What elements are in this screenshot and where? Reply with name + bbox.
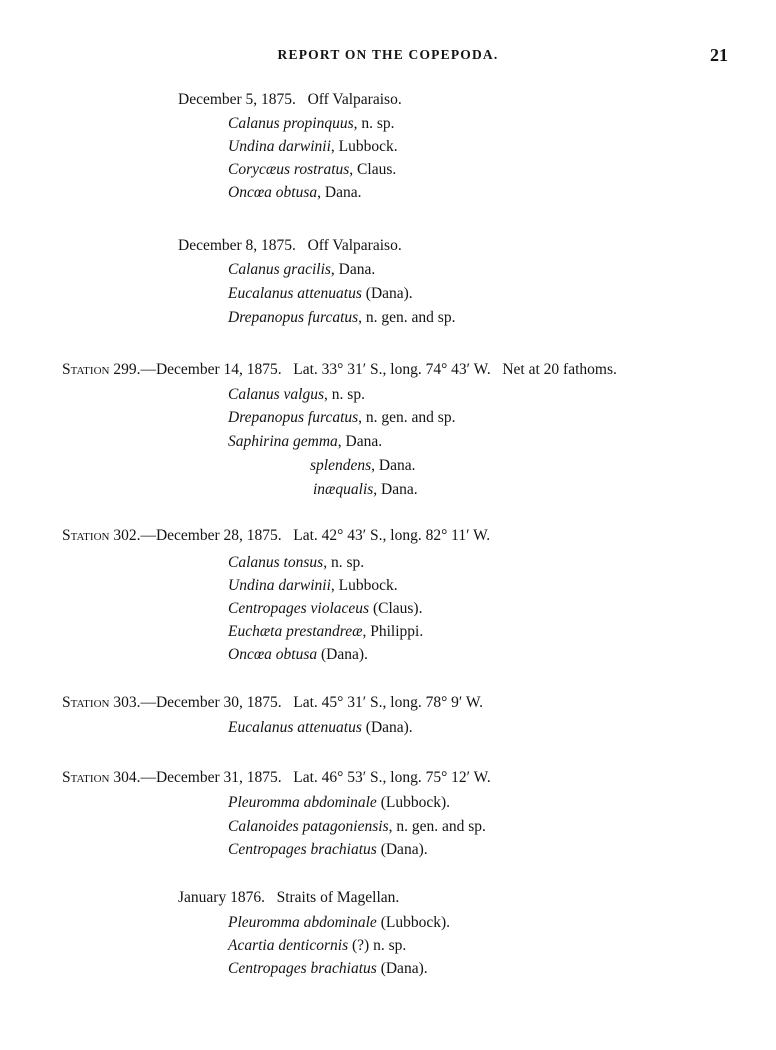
species-line xyxy=(228,718,413,738)
entry-date: January 1876. xyxy=(178,889,265,906)
station-latitude: Lat. 33° 31′ S., xyxy=(293,361,387,378)
species-name: Corycæus rostratus xyxy=(228,161,350,178)
species-name: Centropages violaceus xyxy=(228,600,370,617)
species-line xyxy=(228,114,395,134)
species-authority: , n. gen. and sp. xyxy=(358,309,456,326)
species-line xyxy=(228,183,361,203)
species-name: Centropages brachiatus xyxy=(228,960,377,977)
entry-heading xyxy=(178,236,402,256)
station-number: 304.— xyxy=(113,769,156,786)
entry-location: Off Valparaiso. xyxy=(307,91,402,108)
station-label: Station xyxy=(62,527,110,544)
species-name: Calanus tonsus xyxy=(228,554,324,571)
species-name: splendens xyxy=(310,457,372,474)
entry-location: Straits of Magellan. xyxy=(276,889,400,906)
species-authority: (Lubbock). xyxy=(376,914,450,931)
species-authority: , Dana. xyxy=(330,261,376,278)
species-line xyxy=(228,553,364,573)
species-line xyxy=(228,408,455,428)
species-authority: , n. sp. xyxy=(324,386,365,403)
species-name: Calanus gracilis xyxy=(228,261,331,278)
station-latitude: Lat. 42° 43′ S., xyxy=(293,527,387,544)
species-authority: , n. gen. and sp. xyxy=(358,409,456,426)
species-line xyxy=(228,284,413,304)
species-name: Centropages brachiatus xyxy=(228,841,377,858)
station-number: 302.— xyxy=(113,527,156,544)
entry-date: December 31, 1875. xyxy=(155,769,282,786)
station-note: Net at 20 fathoms. xyxy=(502,361,617,378)
species-name: Calanoides patagoniensis xyxy=(228,818,389,835)
species-name: Oncœa obtusa xyxy=(228,184,318,201)
entry-date: December 30, 1875. xyxy=(155,694,282,711)
species-line xyxy=(228,959,428,979)
species-authority: (Dana). xyxy=(376,841,428,858)
species-name: Drepanopus furcatus xyxy=(228,409,359,426)
species-line xyxy=(228,576,398,596)
station-number: 303.— xyxy=(113,694,156,711)
species-authority: (Dana). xyxy=(376,960,428,977)
species-authority: , Lubbock. xyxy=(330,577,398,594)
station-latitude: Lat. 46° 53′ S., xyxy=(293,769,387,786)
species-name: Saphirina gemma xyxy=(228,433,338,450)
station-latitude: Lat. 45° 31′ S., xyxy=(293,694,387,711)
species-authority: , n. gen. and sp. xyxy=(388,818,486,835)
entry-date: December 28, 1875. xyxy=(155,527,282,544)
entry-date: December 8, 1875. xyxy=(178,237,296,254)
species-authority: (Dana). xyxy=(317,646,368,663)
species-authority: , Dana. xyxy=(371,457,416,474)
species-name: Calanus valgus xyxy=(228,386,325,403)
species-line xyxy=(228,622,423,642)
entry-heading xyxy=(178,888,399,908)
species-authority: , Dana. xyxy=(337,433,383,450)
species-authority: , Philippi. xyxy=(362,623,424,640)
station-heading xyxy=(62,693,483,713)
species-authority: (Dana). xyxy=(361,719,413,736)
species-name: Pleuromma abdominale xyxy=(228,794,377,811)
species-authority: , Lubbock. xyxy=(330,138,398,155)
station-longitude: long. 78° 9′ W. xyxy=(390,694,483,711)
station-heading xyxy=(62,768,491,788)
species-name: Calanus propinquus xyxy=(228,115,354,132)
species-line xyxy=(228,308,455,328)
running-header-title: REPORT ON THE COPEPODA. xyxy=(277,47,499,62)
species-authority: (Lubbock). xyxy=(376,794,450,811)
species-line xyxy=(228,913,450,933)
species-name: Eucalanus attenuatus xyxy=(228,285,362,302)
station-heading xyxy=(62,360,617,380)
entry-location: Off Valparaiso. xyxy=(307,237,402,254)
species-line xyxy=(228,936,406,956)
station-heading xyxy=(62,526,490,546)
station-number: 299.— xyxy=(113,361,156,378)
species-line xyxy=(228,260,375,280)
species-line xyxy=(228,385,365,405)
species-line xyxy=(228,793,450,813)
station-longitude: long. 74° 43′ W. xyxy=(390,361,491,378)
species-name: Pleuromma abdominale xyxy=(228,914,377,931)
species-authority: (Dana). xyxy=(361,285,413,302)
station-label: Station xyxy=(62,361,110,378)
entry-date: December 5, 1875. xyxy=(178,91,296,108)
species-line xyxy=(228,160,396,180)
species-name: Undina darwinii xyxy=(228,577,331,594)
species-authority: , Dana. xyxy=(317,184,362,201)
station-label: Station xyxy=(62,694,110,711)
species-line xyxy=(228,817,486,837)
species-name: Eucalanus attenuatus xyxy=(228,719,362,736)
station-longitude: long. 75° 12′ W. xyxy=(390,769,491,786)
species-name: Oncœa obtusa xyxy=(228,646,318,663)
species-line xyxy=(228,599,422,619)
species-name: Euchæta prestandreæ xyxy=(228,623,363,640)
species-authority: , Dana. xyxy=(373,481,418,498)
species-line xyxy=(228,137,398,157)
species-authority: , n. sp. xyxy=(323,554,365,571)
species-line xyxy=(228,432,382,452)
species-authority: , Claus. xyxy=(349,161,397,178)
species-authority: , n. sp. xyxy=(353,115,395,132)
species-authority: (Claus). xyxy=(369,600,423,617)
entry-date: December 14, 1875. xyxy=(155,361,282,378)
species-line xyxy=(310,456,415,476)
species-line xyxy=(228,645,368,665)
entry-heading xyxy=(178,90,402,110)
species-line xyxy=(228,840,428,860)
species-name: Drepanopus furcatus xyxy=(228,309,359,326)
species-authority: (?) n. sp. xyxy=(348,937,407,954)
station-longitude: long. 82° 11′ W. xyxy=(390,527,491,544)
station-label: Station xyxy=(62,769,110,786)
species-name: Acartia denticornis xyxy=(228,937,349,954)
species-line xyxy=(313,480,418,500)
species-name: inæqualis xyxy=(313,481,374,498)
page-number: 21 xyxy=(710,45,728,65)
species-name: Undina darwinii xyxy=(228,138,331,155)
